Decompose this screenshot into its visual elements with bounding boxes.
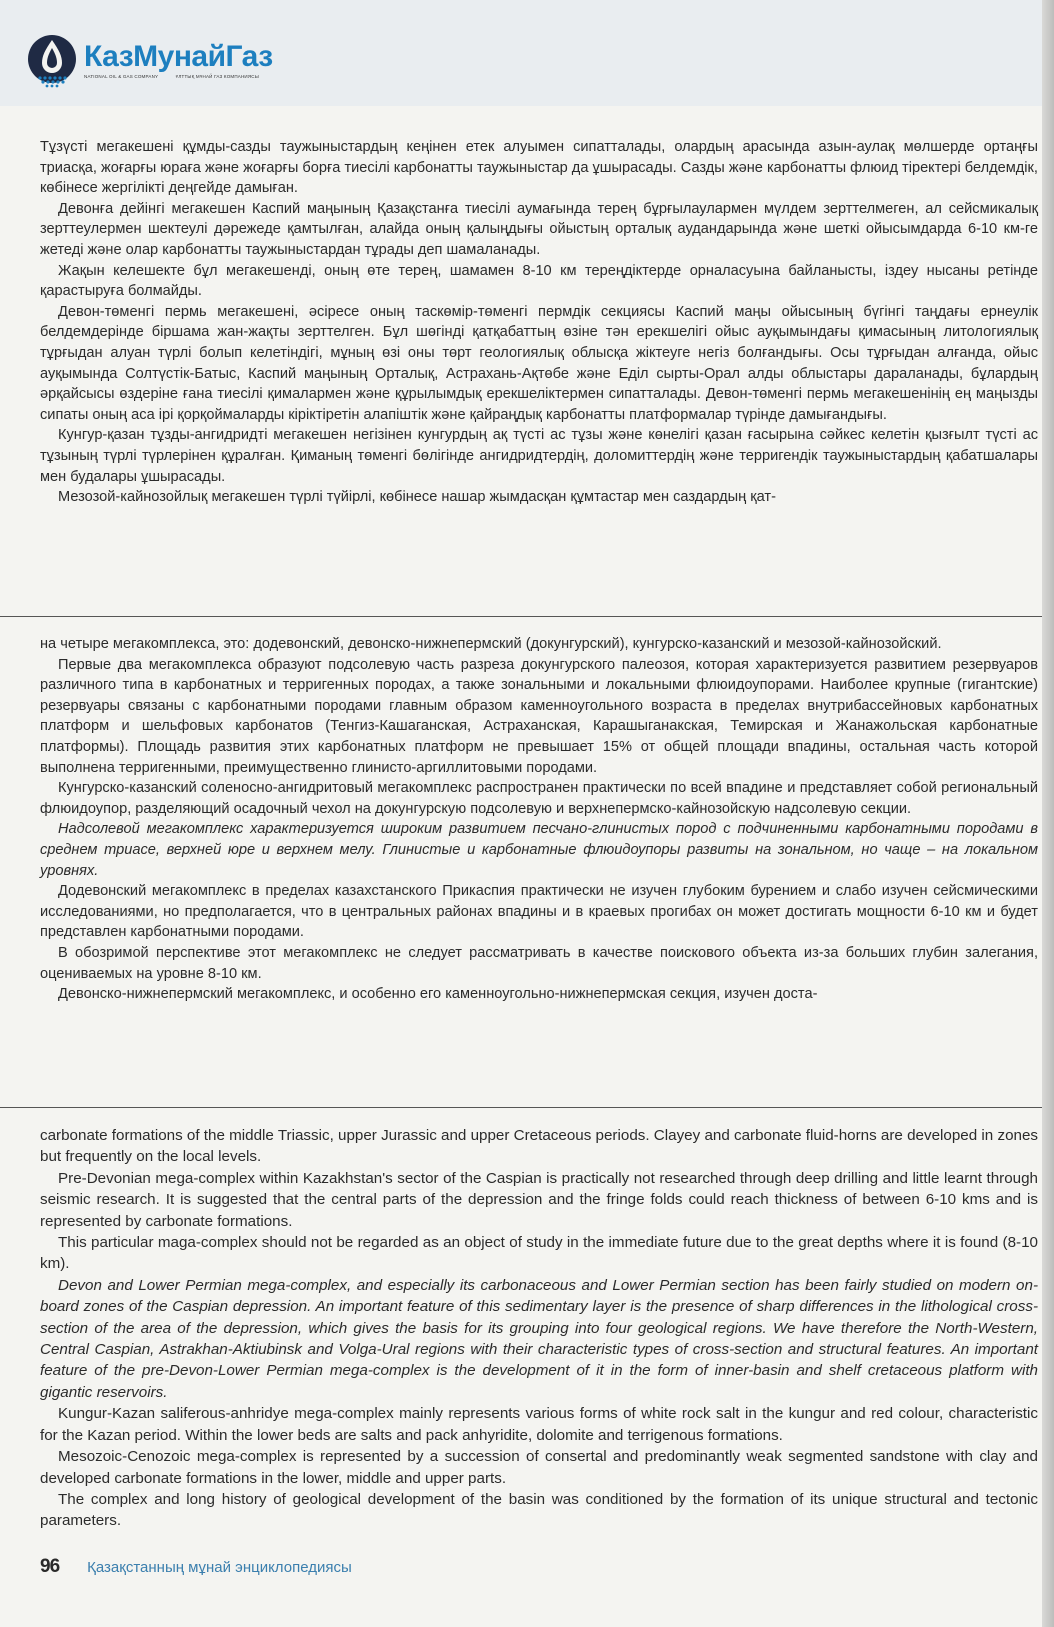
header-band [0, 0, 1054, 106]
logo-subtitle [84, 74, 275, 79]
section-divider [0, 1107, 1042, 1108]
logo-brand-name: КазМунайГаз [84, 39, 273, 73]
ru-paragraph: Додевонский мегакомплекс в пределах казахстанского Прикаспия практически не изучен глубоким бурением и слабо изучен сейсмическими исследованиями, но предполагается, что в центральных районах впадины и в краевых прогибах он может достигать мощности 6-10 км и будет представлен карбонатными породами. [40, 883, 1038, 941]
ru-paragraph: Девонско-нижнепермский мегакомплекс, и особенно его каменноугольно-нижнепермская секция, изучен доста- [58, 986, 818, 1003]
ru-paragraph: Первые два мегакомплекса образуют подсолевую часть разреза докунгурского палеозоя, которая характеризуется развитием резервуаров различного типа в карбонатных и терригенных породах, а также зональными и локальными флюидоупорами. Наиболее крупные (гигантские) резервуары связаны с карбонатными породами главным образом каменноугольного возраста в пределах внутрибассейновых карбонатных платформ и шельфовых карбонатов (Тенгиз-Кашаганская, Астраханская, Карашыганакская, Темирская и Жанажольская карбонатные платформы). Площадь развития этих карбонатных платформ не превышает 15% от общей площади впадины, остальная часть которой выполнена терригенными, преимущественно глинисто-аргиллитовыми породами. [40, 656, 1038, 776]
publication-title: Қазақстанның мұнай энциклопедиясы [87, 1559, 352, 1576]
page-footer [40, 1556, 352, 1578]
logo-subtitle-en: NATIONAL OIL & GAS COMPANY [84, 73, 159, 79]
en-paragraph: This particular maga-complex should not be regarded as an object of study in the immediate future due to the great depths where it is found (8-10 km). [40, 1234, 1038, 1273]
en-paragraph: Kungur-Kazan saliferous-anhridye mega-complex mainly represents various forms of white rock salt in the kungur and red colour, characteristic for the Kazan period. Within the lower beds are salts and pack anhyridite, dolomite and terrigenous formations. [40, 1405, 1038, 1444]
en-paragraph: Pre-Devonian mega-complex within Kazakhstan's sector of the Caspian is practically not researched through deep drilling and little learnt through seismic research. It is suggested that the central parts of the depression and the fringe folds could reach thickness of between 6-10 kms and is represented by carbonate formations. [40, 1169, 1038, 1230]
page-gutter-shadow [1042, 0, 1054, 1627]
en-paragraph: Mesozoic-Cenozoic mega-complex is represented by a succession of consertal and predominantly weak segmented sandstone with clay and developed carbonate formations in the lower, middle and upper parts. [40, 1448, 1038, 1487]
ru-paragraph: на четыре мегакомплекса, это: додевонский, девонско-нижнепермский (докунгурский), кунгурско-казанский и мезозой-кайнозойский. [40, 636, 942, 652]
kz-paragraph: Девонға дейінгі мегакешен Каспий маңының Қазақстанға тиесілі аумағында терең бұрғылаулармен мүлдем зерттелмеген, ал сейсмикалық зерттеулермен шектеулі дәрежеде қамтылған, алайда оның қалыңдығы ойыстың орталық аудандарында және шеткі ойысымдарда 6-10 км-ге жетеді және олар карбонатты таужыныстардан тұрады деп шамаланады. [40, 200, 1038, 258]
page-number: 96 [40, 1556, 60, 1577]
russian-text-section [40, 634, 1038, 1005]
kz-paragraph: Кунгур-қазан тұзды-ангидридті мегакешен негізінен кунгурдың ақ түсті ас тұзы және көнелігі қазан ғасырына сәйкес келетін қызғылт түсті ас тұзының түрлі түрлерінен құралған. Қиманың төменгі бөлігінде ангидридтердің, доломиттердің және терригендік таужыныстардың қабатшалары мен будалары ұшырасады. [40, 427, 1038, 485]
english-text-section [40, 1125, 1038, 1532]
kazmunaigas-emblem-icon [26, 32, 78, 88]
section-divider [0, 616, 1042, 617]
ru-paragraph: Кунгурско-казанский соленосно-ангидритовый мегакомплекс распространен практически по всей впадине и представляет собой региональный флюидоупор, разделяющий осадочный чехол на докунгурскую подсолевую и верхнепермско-кайнозойскую надсолевую секции. [40, 780, 1038, 817]
kz-paragraph: Жақын келешекте бұл мегакешенді, оның өте терең, шамамен 8-10 км тереңдіктерде орналасуына байланысты, іздеу нысаны ретінде қарастыруға болмайды. [40, 262, 1038, 300]
ru-paragraph: В обозримой перспективе этот мегакомплекс не следует рассматривать в качестве поискового объекта из-за больших глубин залегания, оцениваемых на уровне 8-10 км. [40, 944, 1038, 982]
kazakh-text-section [40, 137, 1038, 508]
kz-paragraph: Девон-төменгі пермь мегакешені, әсіресе оның таскөмір-төменгі пермдік секциясы Каспий маңы ойысының бүгінгі таңдағы ернеулік белдемдерінде біршама жан-жақты зерттелген. Бұл шөгінді қатқабаттың өзіне тән ерекшелігі ойыс ауқымындағы қимасының литологиялық тұрғыдан алуан түрлі болып келетіндігі, мұның өзі оны төрт геологиялық облысқа жіктеуге негіз болғандығы. Осы тұрғыдан алғанда, ойыс ауқымында Солтүстік-Батыс, Каспий маңының Орталық, Астрахань-Ақтөбе және Еділ сырты-Орал алды облыстары дараланады, бұлардың әрқайсысы өздеріне ғана тиесілі қималармен және құрылымдық ерекшеліктермен сипатталады. Девон-төменгі пермь мегакешенінің ең маңызды сипаты оның аса ірі қорқоймаларды кіріктіретін алапіштік және қайраңдық карбонатты платформалар түрінде дамығандығы. [40, 303, 1038, 423]
en-paragraph: Devon and Lower Permian mega-complex, and especially its carbonaceous and Lower Permian section has been fairly studied on modern on-board zones of the Caspian depression. An important feature of this sedimentary layer is the presence of sharp differences in the lithological cross-section of the area of the depression, which gives the basis for its grouping into four geological regions. We have therefore the North-Western, Central Caspian, Astrakhan-Aktiubinsk and Volga-Ural regions with their characteristic types of cross-section and structural features. An important feature of the pre-Devon-Lower Permian mega-complex is the development of it in the form of inner-basin and shelf cretaceous platform with gigantic reservoirs. [40, 1276, 1038, 1401]
company-logo [26, 30, 275, 90]
ru-paragraph: Надсолевой мегакомплекс характеризуется широким развитием песчано-глинистых пород с подчиненными карбонатными породами в среднем триасе, верхней юре и верхнем мелу. Глинистые и карбонатные флюидоупоры развиты на зональном, но чаще – на локальном уровнях. [40, 821, 1038, 879]
en-paragraph: carbonate formations of the middle Triassic, upper Jurassic and upper Cretaceous periods. Clayey and carbonate fluid-horns are developed in zones but frequently on the local levels. [40, 1127, 1038, 1166]
en-paragraph: The complex and long history of geological development of the basin was conditioned by the formation of its unique structural and tectonic parameters. [40, 1490, 1038, 1530]
logo-subtitle-kz: ҰЛТТЫҚ МҰНАЙ ГАЗ КОМПАНИЯСЫ [175, 73, 259, 79]
kz-paragraph: Тұзүсті мегакешені құмды-сазды таужыныстардың кеңінен етек алуымен сипатталады, олардың арасында азын-аулақ мөлшерде ортаңғы триасқа, жоғарғы юраға және жоғарғы борға тиесілі карбонатты таужыныстар да ұшырасады. Сазды және карбонатты флюид тіректері белдемдік, көбінесе жергілікті деңгейде дамыған. [40, 139, 1038, 197]
kz-paragraph: Мезозой-кайнозойлық мегакешен түрлі түйірлі, көбінесе нашар жымдасқан құмтастар мен саздардың қат- [58, 489, 776, 506]
